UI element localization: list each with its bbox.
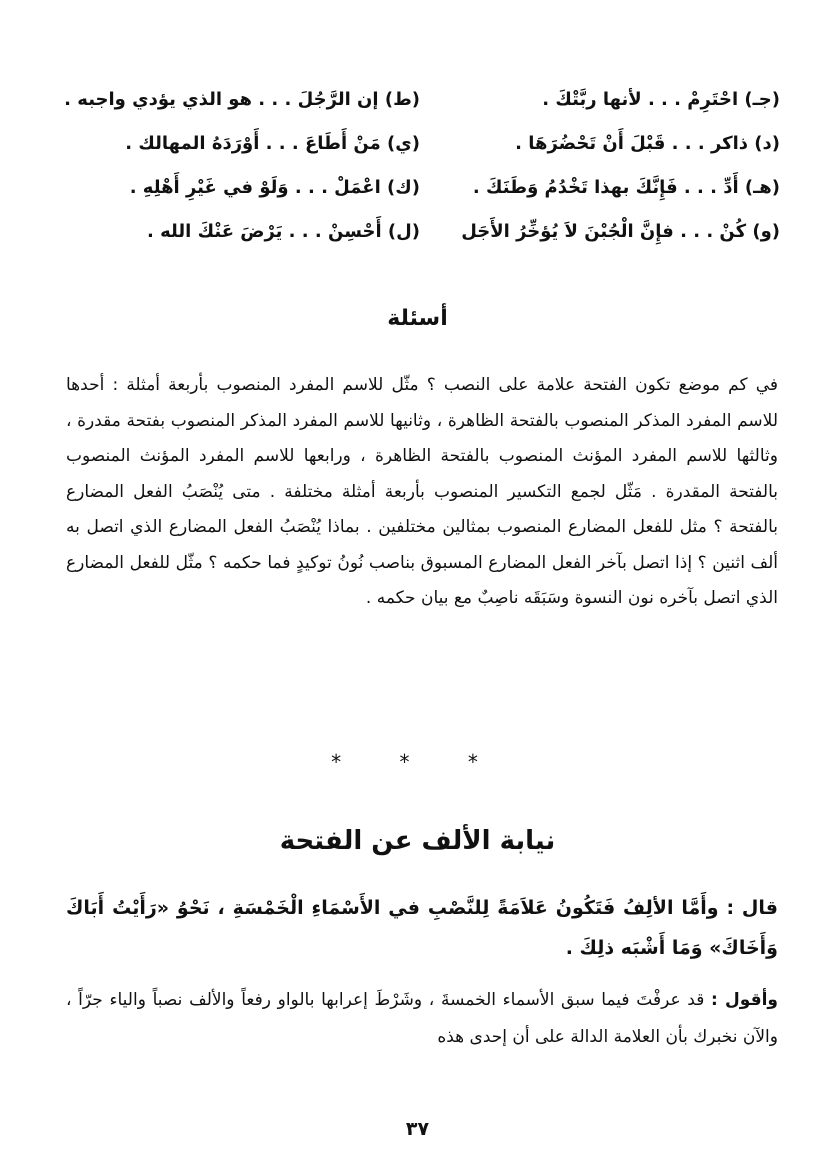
exercise-item: (ط) إن الرَّجُلَ . . . هو الذي يؤدي واجبه . [64, 89, 420, 110]
exercise-item: (جـ) احْتَرِمْ . . . لأنها ربَّتْكَ . [542, 89, 780, 110]
page-number: ٣٧ [405, 1118, 430, 1140]
exercise-item: (د) ذاكر . . . قَبْلَ أَنْ تَحْضُرَهَا . [515, 133, 780, 154]
exercise-row [60, 78, 780, 122]
exercise-item: (هـ) أَدِّ . . . فَإِنَّكَ بهذا تَخْدُمُ وَطَنَكَ . [472, 177, 780, 198]
exercise-row [60, 166, 780, 210]
exercise-item: (و) كُنْ . . . فإِنَّ الْجُبْنَ لاَ يُؤخِّرُ الأَجَل [461, 221, 780, 242]
questions-paragraph: في كم موضع تكون الفتحة علامة على النصب ؟ مثّل للاسم المفرد المنصوب بأربعة أمثلة : أحدها للاسم المفرد المذكر المنصوب بالفتحة الظاهرة ، وثانيها للاسم المفرد المذكر المنصوب بفتحة مقدرة ، وثالثها للاسم المفرد المؤنث المنصوب بالفتحة الظاهرة ، ورابعها للاسم المفرد المؤنث المنصوب بالفتحة المقدرة . مَثّل لجمع التكسير المنصوب بأربعة أمثلة مختلفة . متى يُنْصَبُ الفعل المضارع بالفتحة ؟ مثل للفعل المضارع المنصوب بمثالين مختلفين . بماذا يُنْصَبُ الفعل المضارع الذي اتصل به ألف اثنين ؟ إذا اتصل بآخر الفعل المضارع المسبوق بناصب نُونُ توكيدٍ فما حكمه ؟ مثّل للفعل المضارع الذي اتصل بآخره نون النسوة وسَبَقَه ناصِبٌ مع بيان حكمه . [66, 375, 778, 608]
exercise-row [60, 210, 780, 254]
commentary-paragraph [66, 982, 778, 1056]
exercise-item: (ل) أَحْسِنْ . . . يَرْضَ عَنْكَ الله . [147, 221, 420, 242]
commentary-text: قد عرفْتَ فيما سبق الأسماء الخمسةَ ، وشَرْطَ إعرابها بالواو رفعاً والألف نصباً والياء جرّاً ، والآن نخبرك بأن العلامة الدالة على أن إحدى هذه [66, 990, 778, 1047]
exercise-row [60, 122, 780, 166]
quoted-rule: قال : وأَمَّا الألِفُ فَتَكُونُ عَلاَمَةً لِلنَّصْبِ في الأَسْمَاءِ الْخَمْسَةِ ، نَحْوُ «رَأَيْتُ أَبَاكَ وَأَخَاكَ» وَمَا أَشْبَه ذلِكَ . [66, 897, 778, 959]
section-heading: نيابة الألف عن الفتحة [279, 826, 556, 856]
exercise-list [60, 78, 780, 254]
exercise-item: (ي) مَنْ أَطَاعَ . . . أَوْرَدَهُ المهالك . [125, 133, 420, 154]
commentary-lead: وأقول : [711, 990, 778, 1010]
section-separator: * * * [331, 750, 504, 774]
exercise-item: (ك) اعْمَلْ . . . وَلَوْ في غَيْرِ أَهْلِهِ . [129, 177, 420, 198]
questions-heading: أسئلة [387, 306, 448, 331]
